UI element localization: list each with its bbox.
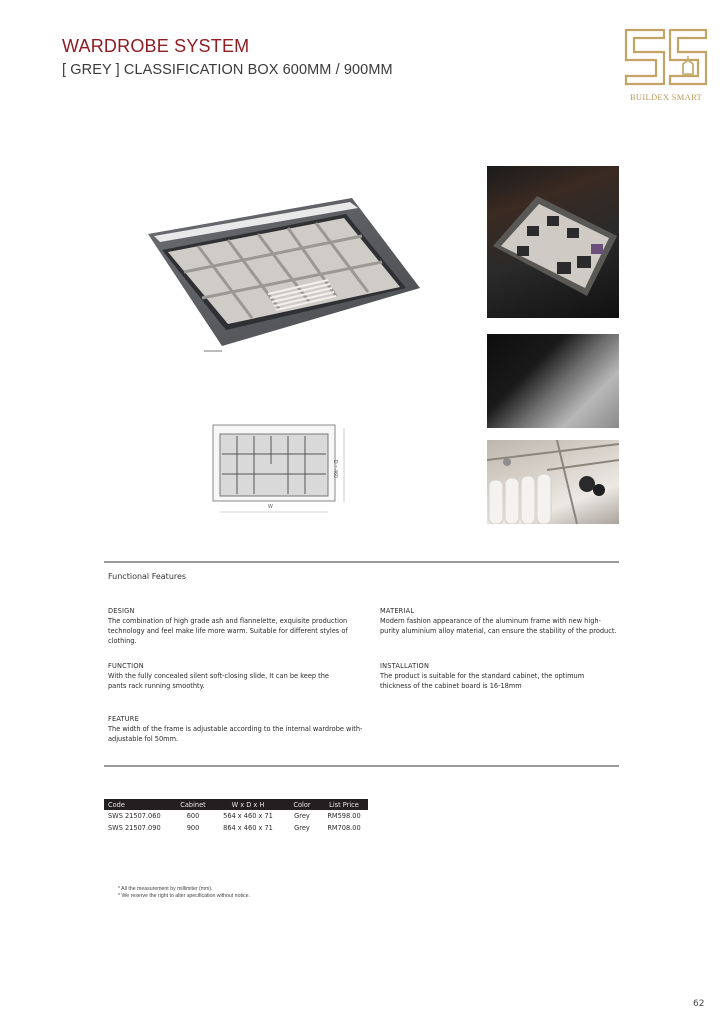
feature-function bbox=[108, 661, 348, 691]
logo-brand-text: BUILDEX SMART bbox=[629, 92, 703, 102]
cell-cabinet: 900 bbox=[186, 824, 200, 832]
cell-code: SWS 21507.090 bbox=[108, 824, 161, 832]
feature-design bbox=[108, 606, 370, 646]
cell-price: RM598.00 bbox=[327, 812, 361, 820]
page-number: 62 bbox=[693, 999, 705, 1009]
feature-heading: MATERIAL bbox=[380, 607, 415, 615]
feature-heading: DESIGN bbox=[108, 607, 135, 615]
feature-heading: INSTALLATION bbox=[380, 662, 430, 670]
product-image bbox=[140, 170, 430, 360]
footnote-disclaimer: * We reserve the right to alter specification without notice. bbox=[118, 893, 250, 899]
col-list-price: List Price bbox=[320, 799, 368, 810]
logo-mark-icon bbox=[620, 26, 712, 90]
section-divider-top bbox=[104, 561, 619, 563]
cell-color: Grey bbox=[294, 812, 310, 820]
depth-dimension-label: D = 460 bbox=[332, 460, 338, 478]
technical-drawing bbox=[210, 420, 360, 520]
table-row bbox=[104, 810, 368, 822]
feature-text: The width of the frame is adjustable according to the internal wardrobe with-adjustable fol 50mm. bbox=[108, 725, 363, 743]
spec-table bbox=[104, 799, 368, 834]
frame-corner-closeup-photo bbox=[487, 334, 619, 428]
cell-price: RM708.00 bbox=[327, 824, 361, 832]
footnotes bbox=[118, 886, 250, 900]
table-header-row bbox=[104, 799, 368, 810]
drawer-with-accessories-photo bbox=[487, 166, 619, 318]
width-dimension-label: W bbox=[268, 504, 273, 510]
cell-cabinet: 600 bbox=[186, 812, 200, 820]
col-color: Color bbox=[284, 799, 320, 810]
features-section-title: Functional Features bbox=[108, 572, 187, 581]
feature-feature bbox=[108, 714, 370, 744]
section-divider-bottom bbox=[104, 765, 619, 767]
page-subtitle: [ GREY ] CLASSIFICATION BOX 600MM / 900MM bbox=[62, 62, 393, 78]
cell-color: Grey bbox=[294, 824, 310, 832]
classification-box-icon bbox=[140, 170, 430, 360]
feature-installation bbox=[380, 661, 610, 691]
ring-rolls-closeup-photo bbox=[487, 440, 619, 524]
feature-heading: FUNCTION bbox=[108, 662, 144, 670]
col-cabinet: Cabinet bbox=[174, 799, 212, 810]
cell-code: SWS 21507.060 bbox=[108, 812, 161, 820]
footnote-measurement: * All the measurement by millimiter (mm). bbox=[118, 886, 213, 892]
cell-dimensions: 564 x 460 x 71 bbox=[223, 812, 273, 820]
col-dimensions: W x D x H bbox=[212, 799, 284, 810]
cell-dimensions: 864 x 460 x 71 bbox=[223, 824, 273, 832]
feature-text: Modern fashion appearance of the aluminum frame with new high-purity aluminium alloy material, can ensure the stability of the product. bbox=[380, 617, 617, 635]
buildex-smart-logo bbox=[620, 26, 712, 106]
feature-text: The combination of high grade ash and flannelette, exquisite production technology and feel make life more warm. Suitable for different styles of clothing. bbox=[108, 617, 348, 645]
feature-text: With the fully concealed silent soft-closing slide, It can be keep the pants rack running smoothty. bbox=[108, 672, 329, 690]
table-row bbox=[104, 822, 368, 834]
feature-heading: FEATURE bbox=[108, 715, 139, 723]
col-code: Code bbox=[104, 799, 174, 810]
feature-material bbox=[380, 606, 620, 636]
page-title: WARDROBE SYSTEM bbox=[62, 36, 250, 56]
feature-text: The product is suitable for the standard cabinet, the optimum thickness of the cabinet board is 16-18mm bbox=[380, 672, 585, 690]
